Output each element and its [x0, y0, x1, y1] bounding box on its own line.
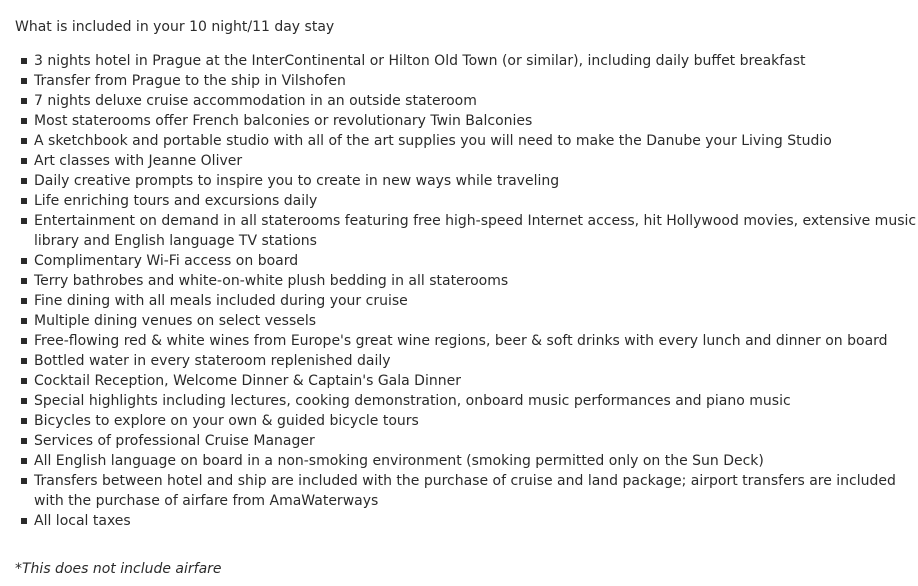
- square-bullet-icon: [21, 378, 27, 384]
- list-item-text: All local taxes: [34, 513, 131, 529]
- list-item-text: Special highlights including lectures, cooking demonstration, onboard music performances and piano music: [34, 393, 791, 409]
- square-bullet-icon: [21, 78, 27, 84]
- square-bullet-icon: [21, 98, 27, 104]
- list-item-text: 3 nights hotel in Prague at the InterContinental or Hilton Old Town (or similar), including daily buffet breakfast: [34, 53, 806, 69]
- list-item-text: Most staterooms offer French balconies or revolutionary Twin Balconies: [34, 113, 533, 129]
- square-bullet-icon: [21, 118, 27, 124]
- square-bullet-icon: [21, 458, 27, 464]
- square-bullet-icon: [21, 418, 27, 424]
- list-item-text: Fine dining with all meals included during your cruise: [34, 293, 408, 309]
- square-bullet-icon: [21, 178, 27, 184]
- list-item: [20, 151, 918, 171]
- list-item: [20, 391, 918, 411]
- list-item-text: Free-flowing red & white wines from Europe's great wine regions, beer & soft drinks with every lunch and dinner on board: [34, 333, 888, 349]
- list-item: [20, 251, 918, 271]
- footnote: *This does not include airfare: [15, 561, 222, 577]
- square-bullet-icon: [21, 158, 27, 164]
- list-item-text: Complimentary Wi-Fi access on board: [34, 253, 299, 269]
- list-item-text: Cocktail Reception, Welcome Dinner & Captain's Gala Dinner: [34, 373, 461, 389]
- list-item: [20, 171, 918, 191]
- list-item: [20, 71, 918, 91]
- list-item: [20, 371, 918, 391]
- square-bullet-icon: [21, 338, 27, 344]
- list-item: [20, 131, 918, 151]
- square-bullet-icon: [21, 258, 27, 264]
- list-item: [20, 311, 918, 331]
- section-heading: What is included in your 10 night/11 day stay: [15, 19, 335, 35]
- list-item: [20, 351, 918, 371]
- list-item: [20, 111, 918, 131]
- square-bullet-icon: [21, 278, 27, 284]
- list-item: [20, 271, 918, 291]
- square-bullet-icon: [21, 478, 27, 484]
- list-item-text: All English language on board in a non-smoking environment (smoking permitted only on the Sun Deck): [34, 453, 764, 469]
- list-item-text: Life enriching tours and excursions daily: [34, 193, 318, 209]
- list-item: [20, 471, 918, 511]
- square-bullet-icon: [21, 318, 27, 324]
- list-item: [20, 191, 918, 211]
- square-bullet-icon: [21, 438, 27, 444]
- list-item-text: 7 nights deluxe cruise accommodation in an outside stateroom: [34, 93, 477, 109]
- list-item: [20, 211, 918, 251]
- list-item-text: Bottled water in every stateroom replenished daily: [34, 353, 391, 369]
- list-item-text: Transfer from Prague to the ship in Vilshofen: [34, 73, 346, 89]
- list-item-text: Multiple dining venues on select vessels: [34, 313, 317, 329]
- list-item-text: Entertainment on demand in all staterooms featuring free high-speed Internet access, hit Hollywood movies, extensive music library and English language TV stations: [34, 213, 917, 249]
- list-item: [20, 51, 918, 71]
- square-bullet-icon: [21, 398, 27, 404]
- list-item-text: Daily creative prompts to inspire you to create in new ways while traveling: [34, 173, 560, 189]
- square-bullet-icon: [21, 518, 27, 524]
- list-item-text: Transfers between hotel and ship are included with the purchase of cruise and land package; airport transfers are included with the purchase of airfare from AmaWaterways: [34, 473, 896, 509]
- square-bullet-icon: [21, 298, 27, 304]
- inclusions-list: [20, 51, 918, 531]
- list-item-text: Terry bathrobes and white-on-white plush bedding in all staterooms: [34, 273, 509, 289]
- list-item: [20, 431, 918, 451]
- list-item: [20, 411, 918, 431]
- list-item-text: A sketchbook and portable studio with all of the art supplies you will need to make the Danube your Living Studio: [34, 133, 832, 149]
- square-bullet-icon: [21, 138, 27, 144]
- square-bullet-icon: [21, 58, 27, 64]
- list-item: [20, 291, 918, 311]
- list-item-text: Art classes with Jeanne Oliver: [34, 153, 243, 169]
- list-item-text: Services of professional Cruise Manager: [34, 433, 315, 449]
- list-item: [20, 331, 918, 351]
- list-item: [20, 511, 918, 531]
- list-item-text: Bicycles to explore on your own & guided bicycle tours: [34, 413, 419, 429]
- square-bullet-icon: [21, 198, 27, 204]
- list-item: [20, 91, 918, 111]
- square-bullet-icon: [21, 358, 27, 364]
- square-bullet-icon: [21, 218, 27, 224]
- list-item: [20, 451, 918, 471]
